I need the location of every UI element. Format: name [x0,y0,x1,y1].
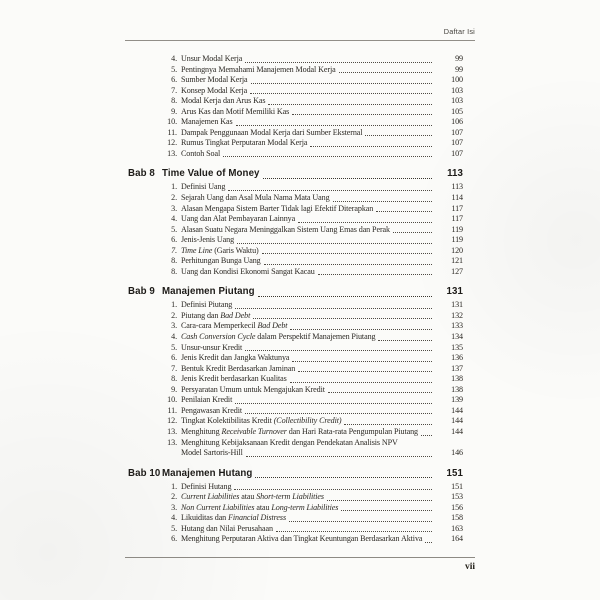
toc-item [125,138,475,149]
toc-item-page: 138 [451,384,463,394]
toc-item-number: 3. [171,321,177,331]
toc-section [125,168,475,277]
toc-item-number: 8. [171,256,177,266]
dot-leader [223,156,432,157]
toc-item-page: 144 [451,426,463,436]
toc-item-page: 114 [451,193,463,203]
toc-item [125,54,475,65]
toc-item-label: Jenis-Jenis Uang [181,235,235,245]
dot-leader [262,253,432,254]
dot-leader [298,371,432,372]
toc-item-label: Hutang dan Nilai Perusahaan [181,523,273,533]
toc-item-label: Model Sartoris-Hill [181,448,243,458]
toc-item-label: Alasan Suatu Negara Meninggalkan Sistem Uang Emas dan Perak [181,224,390,234]
scanned-page [125,0,475,572]
page-number: vii [464,561,475,572]
toc-item-number: 8. [171,374,177,384]
toc-item-page: 121 [451,256,463,266]
toc-item-page: 106 [451,117,463,127]
toc-item [125,182,475,193]
toc-item [125,513,475,524]
toc-item-number: 4. [171,54,177,63]
dot-leader [290,382,432,383]
dot-leader [378,340,432,341]
toc-item-page: 99 [455,54,463,63]
toc-item-page: 120 [451,245,463,255]
running-header [125,0,475,36]
toc-item-label: Uang dan Kondisi Ekonomi Sangat Kacau [181,266,315,276]
dot-leader [276,531,432,532]
toc-item [125,246,475,257]
toc-item-page: 144 [451,416,463,426]
toc-section [125,468,475,545]
toc-item [125,235,475,246]
dot-leader [245,350,432,351]
toc-item [125,204,475,215]
toc-section [125,286,475,458]
footer-rule [125,557,475,558]
toc-item-page: 105 [451,106,463,116]
dot-leader [393,232,432,233]
toc-item-page: 100 [451,75,463,85]
toc-item-label: Perhitungan Bunga Uang [181,256,261,266]
dot-leader [376,211,432,212]
toc-item-label: Cash Conversion Cycle dalam Perspektif Manajemen Piutang [181,332,376,342]
chapter-number: Bab 8 [128,168,155,180]
chapter-title: Manajemen Hutang [162,467,253,479]
toc-item-page: 138 [451,374,463,384]
toc-item [125,321,475,332]
dot-leader [328,392,432,393]
toc-item-page: 117 [451,214,463,224]
dot-leader [228,190,432,191]
toc-item-page: 137 [451,363,463,373]
toc-item [125,65,475,76]
toc-item-page: 107 [451,148,463,158]
toc-item-number: 2. [171,310,177,320]
dot-leader [255,477,432,478]
toc-item-label: Pengawasan Kredit [181,405,243,415]
toc-item-label: Tingkat Kolektibilitas Kredit (Collectibility Credit) [181,416,342,426]
toc-item-page: 156 [451,502,463,512]
toc-item [125,503,475,514]
toc-item-label: Unsur Modal Kerja [181,54,243,63]
toc-item-page: 158 [451,513,463,523]
toc-item-label: Alasan Mengapa Sistem Barter Tidak lagi Efektif Diterapkan [181,203,374,213]
toc-item-page: 119 [451,224,463,234]
toc-item-number: 8. [171,96,177,106]
toc-item [125,193,475,204]
toc-item-label: Arus Kas dan Motif Memiliki Kas [181,106,290,116]
dot-leader [264,264,432,265]
dot-leader [250,93,432,94]
toc-section [125,54,475,159]
toc-item-page: 151 [451,481,463,491]
toc-item-number: 5. [171,342,177,352]
dot-leader [365,135,432,136]
toc-item-number: 7. [171,85,177,95]
toc-item-page: 131 [451,300,463,310]
toc-item-page: 136 [451,353,463,363]
toc-item-number: 13. [167,437,177,447]
toc-item-page: 144 [451,405,463,415]
toc-item-label: Sejarah Uang dan Asal Mula Nama Mata Uang [181,193,330,203]
toc-item-page: 99 [455,64,463,74]
header-rule [125,40,475,41]
toc-item-label: Cara-cara Memperkecil Bad Debt [181,321,288,331]
toc-item-number: 13. [167,426,177,436]
toc-item-number: 3. [171,203,177,213]
dot-leader [245,413,432,414]
table-of-contents [125,54,475,545]
dot-leader [235,403,432,404]
dot-leader [339,72,432,73]
toc-item-label: Sumber Modal Kerja [181,75,248,85]
dot-leader [292,361,432,362]
toc-item-label: Pentingnya Memahami Manajemen Modal Kerja [181,64,336,74]
toc-item-label: Current Liabilities atau Short-term Liabilities [181,492,324,502]
toc-chapter-heading [125,286,475,299]
toc-item-number: 4. [171,332,177,342]
toc-item-page: 146 [451,448,463,458]
dot-leader [245,62,432,63]
toc-item-page: 107 [451,138,463,148]
toc-item-label: Manajemen Kas [181,117,233,127]
toc-item-number: 2. [171,193,177,203]
toc-item-page: 139 [451,395,463,405]
toc-item-label: Uang dan Alat Pembayaran Lainnya [181,214,296,224]
toc-item [125,492,475,503]
dot-leader [236,125,432,126]
dot-leader [425,542,432,543]
toc-item-label: Piutang dan Bad Debt [181,310,251,320]
toc-item-number: 10. [167,117,177,127]
dot-leader [237,243,432,244]
toc-item-number: 3. [171,502,177,512]
dot-leader [263,178,432,179]
page-footer [125,562,475,572]
toc-item-number: 13. [167,148,177,158]
toc-item-label: Menghitung Kebijaksanaan Kredit dengan Pendekatan Analisis NPV [181,437,398,447]
toc-item-label: Non Current Liabilities atau Long-term Liabilities [181,502,339,512]
dot-leader [298,222,432,223]
toc-item [125,149,475,160]
toc-item-page: 117 [451,203,463,213]
toc-item-page: 103 [451,85,463,95]
toc-item [125,300,475,311]
toc-item-page: 135 [451,342,463,352]
dot-leader [318,274,432,275]
toc-item-number: 7. [171,363,177,373]
toc-item-label: Menghitung Perputaran Aktiva dan Tingkat Keuntungan Berdasarkan Aktiva [181,534,423,544]
toc-item [125,353,475,364]
toc-item-number: 6. [171,353,177,363]
toc-item-page: 127 [451,266,463,276]
toc-item [125,225,475,236]
toc-item-label: Bentuk Kredit Berdasarkan Jaminan [181,363,296,373]
toc-item-number: 12. [167,138,177,148]
toc-item [125,117,475,128]
toc-item-page: 107 [451,127,463,137]
toc-item-number: 9. [171,106,177,116]
toc-item-label: Rumus Tingkat Perputaran Modal Kerja [181,138,308,148]
toc-item [125,416,475,427]
toc-item [125,427,475,438]
toc-item-number: 8. [171,266,177,276]
toc-item-label: Modal Kerja dan Arus Kas [181,96,266,106]
toc-chapter-heading [125,168,475,181]
toc-item-page: 113 [451,182,463,192]
toc-item-label: Time Line (Garis Waktu) [181,245,259,255]
toc-item-label: Definisi Hutang [181,481,232,491]
toc-item-label: Likuiditas dan Financial Distress [181,513,286,523]
toc-item-number: 10. [167,395,177,405]
toc-item-number: 6. [171,75,177,85]
toc-item [125,96,475,107]
dot-leader [310,146,432,147]
toc-item-label: Unsur-unsur Kredit [181,342,243,352]
dot-leader [341,510,432,511]
toc-item [125,482,475,493]
toc-item [125,75,475,86]
chapter-title: Time Value of Money [162,168,260,180]
toc-item [125,214,475,225]
toc-chapter-heading [125,468,475,481]
chapter-title: Manajemen Piutang [162,286,255,298]
toc-item-label: Jenis Kredit berdasarkan Kualitas [181,374,287,384]
toc-item-number: 5. [171,523,177,533]
toc-item [125,364,475,375]
toc-item-label: Menghitung Receivable Turnover dan Hari Rata-rata Pengumpulan Piutang [181,426,418,436]
toc-item [125,524,475,535]
toc-item-number: 6. [171,534,177,544]
toc-item-label: Contoh Soal [181,148,221,158]
toc-item [125,395,475,406]
toc-item [125,438,475,449]
toc-item-number: 5. [171,224,177,234]
dot-leader [235,308,432,309]
toc-item-page: 163 [451,523,463,533]
dot-leader [268,104,432,105]
toc-item-number: 1. [171,481,177,491]
dot-leader [421,435,432,436]
toc-item-page: 134 [451,332,463,342]
dot-leader [333,201,432,202]
dot-leader [253,318,432,319]
toc-item [125,267,475,278]
toc-item [125,385,475,396]
toc-item [125,128,475,139]
toc-item-number: 1. [171,182,177,192]
toc-item-number: 9. [171,384,177,394]
toc-item-label: Persyaratan Umum untuk Mengajukan Kredit [181,384,325,394]
dot-leader [290,329,432,330]
toc-item [125,448,475,459]
toc-item [125,86,475,97]
toc-item-number: 2. [171,492,177,502]
dot-leader [246,456,432,457]
dot-leader [344,424,432,425]
toc-item-label: Definisi Uang [181,182,226,192]
toc-item-number: 1. [171,300,177,310]
chapter-page: 131 [446,286,463,298]
dot-leader [234,489,432,490]
toc-item-label: Konsep Modal Kerja [181,85,248,95]
toc-item-number: 12. [167,416,177,426]
toc-item-page: 153 [451,492,463,502]
chapter-number: Bab 9 [128,286,155,298]
toc-item-number: 6. [171,235,177,245]
toc-item-number: 4. [171,214,177,224]
dot-leader [251,83,432,84]
toc-item-label: Dampak Penggunaan Modal Kerja dari Sumber Eksternal [181,127,363,137]
toc-item-number: 11. [167,127,177,137]
dot-leader [327,500,432,501]
toc-item-label: Jenis Kredit dan Jangka Waktunya [181,353,290,363]
toc-item-page: 103 [451,96,463,106]
toc-item [125,343,475,354]
toc-item-page: 164 [451,534,463,544]
toc-item-page: 133 [451,321,463,331]
toc-item [125,311,475,322]
toc-item-page: 132 [451,310,463,320]
toc-item [125,406,475,417]
toc-item-number: 4. [171,513,177,523]
toc-item [125,332,475,343]
chapter-page: 113 [447,168,463,180]
toc-item [125,256,475,267]
running-header-title: Daftar Isi [443,27,475,36]
toc-item-number: 5. [171,64,177,74]
dot-leader [258,296,432,297]
chapter-number: Bab 10 [128,467,161,479]
toc-item-label: Penilaian Kredit [181,395,233,405]
toc-item-number: 7. [171,245,177,255]
toc-item [125,107,475,118]
toc-item-number: 11. [167,405,177,415]
toc-item [125,374,475,385]
toc-item-page: 119 [451,235,463,245]
dot-leader [292,114,432,115]
toc-item [125,534,475,545]
toc-item-label: Definisi Piutang [181,300,233,310]
dot-leader [289,521,432,522]
chapter-page: 151 [446,467,463,479]
